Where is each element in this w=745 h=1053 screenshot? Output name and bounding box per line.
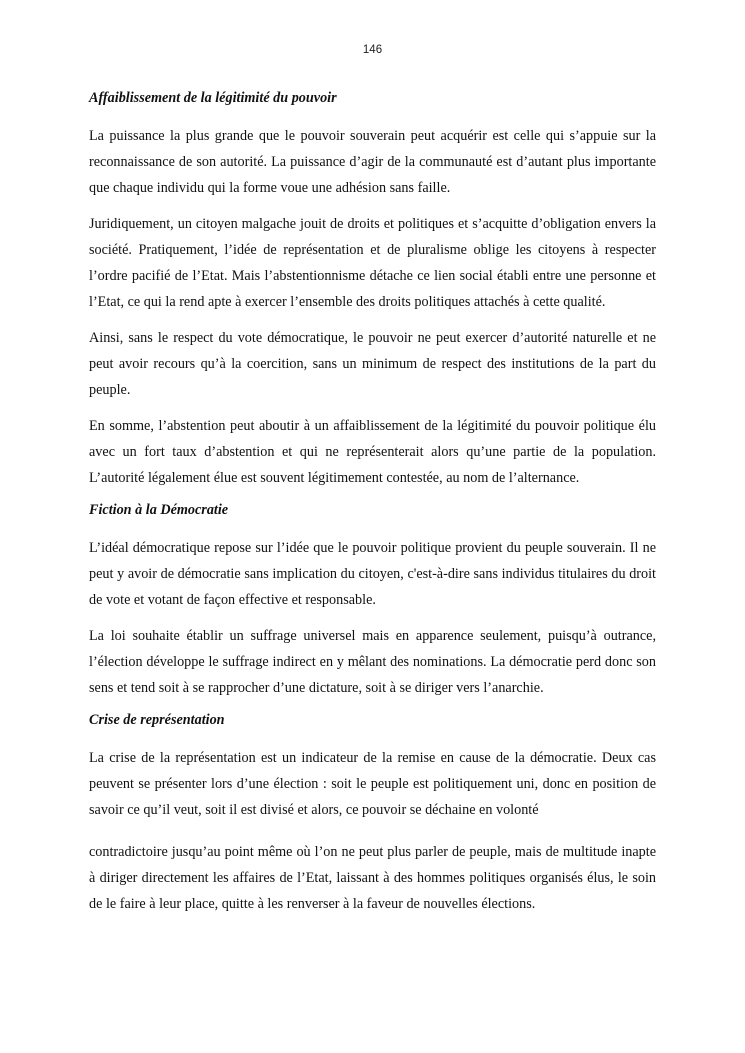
paragraph: Ainsi, sans le respect du vote démocratique, le pouvoir ne peut exercer d’autorité naturelle et ne peut avoir recours qu’à la coercition, sans un minimum de respect des institutions de la part du peuple.: [89, 330, 656, 398]
document-body: [89, 89, 656, 927]
paragraph: En somme, l’abstention peut aboutir à un affaiblissement de la légitimité du pouvoir politique élu avec un fort taux d’abstention et qui ne représenterait alors qu’une partie de la population. L’autorité légalement élue est souvent légitimement contestée, au nom de l’alternance.: [89, 418, 656, 486]
section-heading-affaiblissement: Affaiblissement de la légitimité du pouvoir: [89, 90, 337, 106]
page-number: 146: [362, 44, 383, 56]
section-heading-crise: Crise de représentation: [89, 712, 225, 728]
paragraph: La puissance la plus grande que le pouvoir souverain peut acquérir est celle qui s’appuie sur la reconnaissance de son autorité. La puissance d’agir de la communauté est d’autant plus importante que chaque individu qui la forme voue une adhésion sans faille.: [89, 128, 656, 196]
paragraph: L’idéal démocratique repose sur l’idée que le pouvoir politique provient du peuple souverain. Il ne peut y avoir de démocratie sans implication du citoyen, c'est-à-dire sans individus titulaires du droit de vote et votant de façon effective et responsable.: [89, 540, 656, 608]
section-heading-fiction: Fiction à la Démocratie: [89, 502, 229, 518]
paragraph: Juridiquement, un citoyen malgache jouit de droits et politiques et s’acquitte d’obligation envers la société. Pratiquement, l’idée de représentation et de pluralisme oblige les citoyens à respecter l’ordre pacifié de l’Etat. Mais l’abstentionnisme détache ce lien social établi entre une personne et l’Etat, ce qui la rend apte à exercer l’ensemble des droits politiques attachés à cette qualité.: [89, 216, 656, 310]
paragraph: La loi souhaite établir un suffrage universel mais en apparence seulement, puisqu’à outrance, l’élection développe le suffrage indirect en y mêlant des nominations. La démocratie perd donc son sens et tend soit à se rapprocher d’une dictature, soit à se diriger vers l’anarchie.: [89, 628, 656, 696]
paragraph: contradictoire jusqu’au point même où l’on ne peut plus parler de peuple, mais de multitude inapte à diriger directement les affaires de l’Etat, laissant à des hommes politiques organisés élus, le soin de le faire à leur place, quitte à les renverser à la faveur de nouvelles élections.: [89, 844, 656, 912]
paragraph: La crise de la représentation est un indicateur de la remise en cause de la démocratie. Deux cas peuvent se présenter lors d’une élection : soit le peuple est politiquement uni, donc en position de savoir ce qu’il veut, soit il est divisé et alors, ce pouvoir se déchaine en volonté: [89, 750, 656, 818]
